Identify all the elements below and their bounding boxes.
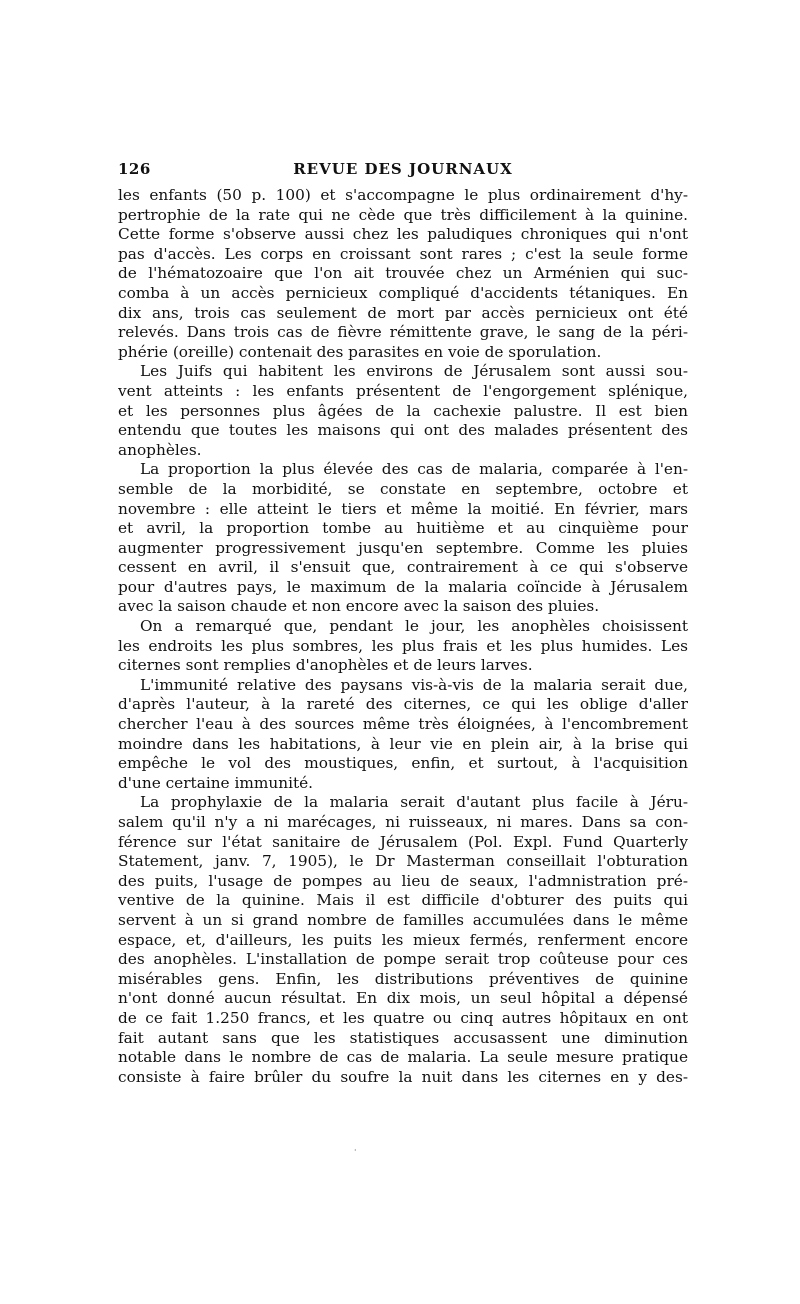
text-line: anophèles. (118, 440, 202, 459)
text-line: cessent en avril, il s'ensuit que, contrairement à ce qui s'observe (118, 558, 688, 577)
text-line: d'après l'auteur, à la rareté des citernes, ce qui les oblige d'aller (118, 695, 688, 714)
text-line: citernes sont remplies d'anophèles et de leurs larves. (118, 656, 533, 675)
text-line: de ce fait 1.250 francs, et les quatre ou cinq autres hôpitaux en ont (118, 1008, 688, 1027)
text-line: augmenter progressivement jusqu'en septembre. Comme les pluies (118, 538, 688, 557)
text-line: pour d'autres pays, le maximum de la malaria coïncide à Jérusalem (118, 577, 688, 596)
text-line: vent atteints : les enfants présentent de l'engorgement splénique, (118, 381, 688, 400)
text-line: semble de la morbidité, se constate en septembre, octobre et (118, 479, 688, 498)
text-line: les endroits les plus sombres, les plus frais et les plus humides. Les (118, 636, 688, 655)
text-line: de l'hématozoaire que l'on ait trouvée chez un Arménien qui suc- (118, 264, 688, 283)
text-line: novembre : elle atteint le tiers et même la moitié. En février, mars (118, 499, 688, 518)
text-line: L'immunité relative des paysans vis-à-vis de la malaria serait due, (140, 675, 688, 694)
text-line: relevés. Dans trois cas de fièvre rémittente grave, le sang de la péri- (118, 323, 688, 342)
text-line: espace, et, d'ailleurs, les puits les mieux fermés, renferment encore (118, 930, 688, 949)
text-line: des puits, l'usage de pompes au lieu de seaux, l'admnistration pré- (118, 871, 688, 890)
text-line: fait autant sans que les statistiques accusassent une diminution (118, 1028, 688, 1047)
text-line: et les personnes plus âgées de la cachexie palustre. Il est bien (118, 401, 688, 420)
text-line: salem qu'il n'y a ni marécages, ni ruisseaux, ni mares. Dans sa con- (118, 813, 688, 831)
text-line: dix ans, trois cas seulement de mort par accès pernicieux ont été (118, 303, 688, 322)
text-line: pertrophie de la rate qui ne cède que très difficilement à la quinine. (118, 205, 688, 224)
text-line: La proportion la plus élevée des cas de malaria, comparée à l'en- (140, 460, 688, 479)
text-line: avec la saison chaude et non encore avec la saison des pluies. (118, 597, 600, 616)
page-header (118, 160, 688, 182)
text-line: misérables gens. Enfin, les distributions préventives de quinine (118, 969, 688, 988)
text-line: Cette forme s'observe aussi chez les paludiques chroniques qui n'ont (118, 225, 688, 244)
text-line: et avril, la proportion tombe au huitième et au cinquième pour (118, 519, 688, 538)
running-head: REVUE DES JOURNAUX (293, 160, 513, 178)
text-line: comba à un accès pernicieux compliqué d'accidents tétaniques. En (118, 283, 688, 302)
text-line: La prophylaxie de la malaria serait d'autant plus facile à Jéru- (140, 793, 688, 812)
ink-speck: · (354, 1146, 357, 1155)
text-line: n'ont donné aucun résultat. En dix mois, un seul hôpital a dépensé (118, 989, 688, 1008)
text-line: Les Juifs qui habitent les environs de Jérusalem sont aussi sou- (140, 362, 688, 381)
text-line: moindre dans les habitations, à leur vie en plein air, à la brise qui (118, 734, 688, 753)
text-line: pas d'accès. Les corps en croissant sont rares ; c'est la seule forme (118, 244, 688, 263)
text-line: On a remarqué que, pendant le jour, les anophèles choisissent (140, 617, 688, 636)
text-line: les enfants (50 p. 100) et s'accompagne le plus ordinairement d'hy- (118, 186, 688, 204)
text-line: ventive de la quinine. Mais il est difficile d'obturer des puits qui (118, 891, 688, 910)
text-line: des anophèles. L'installation de pompe serait trop coûteuse pour ces (118, 950, 688, 969)
page-number: 126 (118, 160, 151, 178)
text-line: servent à un si grand nombre de familles accumulées dans le même (118, 910, 688, 929)
text-line: chercher l'eau à des sources même très éloignées, à l'encombrement (118, 715, 688, 734)
text-line: empêche le vol des moustiques, enfin, et surtout, à l'acquisition (118, 754, 688, 773)
text-line: Statement, janv. 7, 1905), le Dr Masterman conseillait l'obturation (118, 852, 688, 871)
text-line: d'une certaine immunité. (118, 773, 314, 792)
text-line: férence sur l'état sanitaire de Jérusalem (Pol. Expl. Fund Quarterly (118, 832, 688, 851)
text-line: phérie (oreille) contenait des parasites en voie de sporulation. (118, 342, 602, 361)
text-line: consiste à faire brûler du soufre la nuit dans les citernes en y des- (118, 1067, 688, 1086)
text-line: entendu que toutes les maisons qui ont des malades présentent des (118, 421, 688, 440)
body-text (118, 186, 688, 1087)
text-line: notable dans le nombre de cas de malaria. La seule mesure pratique (118, 1048, 688, 1067)
